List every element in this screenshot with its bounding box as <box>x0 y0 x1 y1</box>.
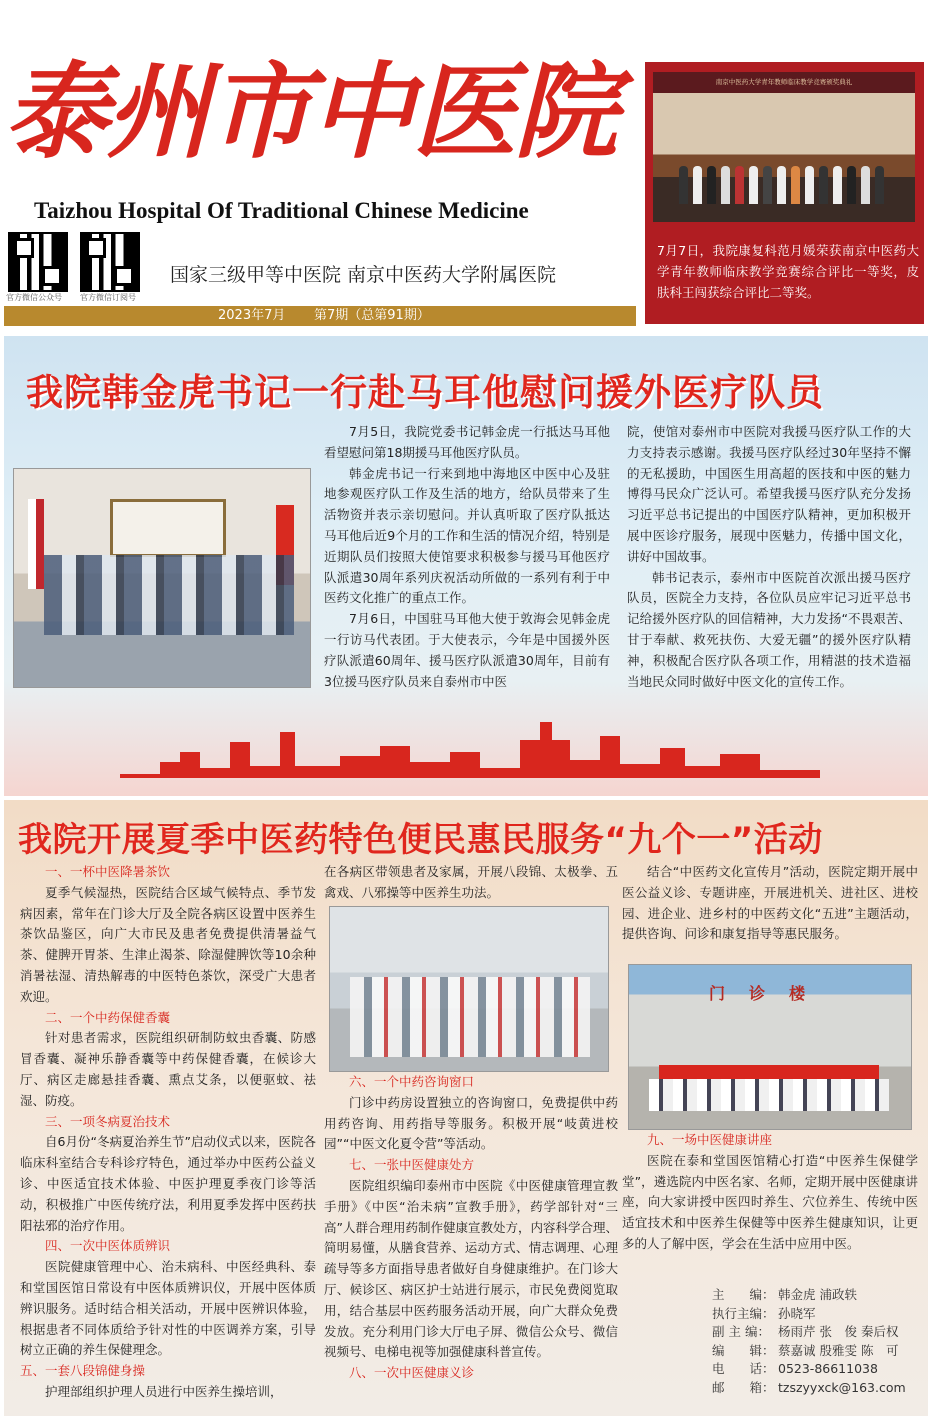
qr-caption: 官方微信订阅号 <box>80 293 136 302</box>
paragraph: 针对患者需求，医院组织研制防蚊虫香囊、防感冒香囊、凝神乐静香囊等中药保健香囊，在候诊大厅、病区走廊悬挂香囊、熏点艾条，以便驱蚊、祛湿、防疫。 <box>20 1030 316 1108</box>
section2-column2-top <box>324 862 618 904</box>
paragraph: 护理部组织护理人员进行中医养生操培训， <box>45 1383 283 1399</box>
paragraph: 韩金虎书记一行来到地中海地区中医中心及驻地参观医疗队工作及生活的地方，给队员带来了生活物资并表示亲切慰问。并认真听取了医疗队抵达马耳他后近9个月的工作和生活的情况介绍，特别是近期队员们按照大使馆要求积极参与援马耳他医疗队派遣30周年系列庆祝活动所做的一系列有利于中医药文化推广的重点工作。 <box>324 465 610 606</box>
section2-column3-top <box>622 862 918 945</box>
subheading: 八、一次中医健康义诊 <box>349 1365 475 1381</box>
paragraph: 医院在泰和堂国医馆精心打造“中医养生保健学堂”，遴选院内中医名家、名师，定期开展中医健康讲座，向大家讲授中医四时养生、穴位养生、传统中医适宜技术和中医养生保健等中医养生健康知识，让更多的人了解中医，学会在生活中应用中医。 <box>622 1152 918 1251</box>
editorial-row: 邮 箱： tzszyyxck@163.com <box>712 1379 920 1398</box>
paragraph: 在各病区带领患者及家属，开展八段锦、太极拳、五禽戏、八邪操等中医养生功法。 <box>324 864 618 900</box>
award-caption: 7月7日，我院康复科范月媛荣获南京中医药大学青年教师临床教学竞赛综合评比一等奖，皮肤科王闯获综合评比二等奖。 <box>657 243 919 300</box>
editorial-row: 编 辑： 蔡嘉诚 殷雅雯 陈 可 <box>712 1342 899 1358</box>
paragraph: 夏季气候湿热，医院结合区域气候特点、季节发病因素，常年在门诊大厅及全院各病区设置中医养生茶饮品鉴区，向广大市民及患者免费提供清暑益气茶、健脾开胃茶、生津止渴茶、除湿健脾饮等10余种消暑祛湿、清热解毒的中医特色茶饮，深受广大患者欢迎。 <box>20 884 316 1004</box>
section2-column3-bottom <box>622 1130 918 1255</box>
section2-column1 <box>20 862 316 1403</box>
email-link[interactable]: tzszyyxck@163.com <box>778 1379 906 1395</box>
editorial-row: 电 话： 0523-86611038 <box>712 1361 878 1377</box>
award-ceremony-photo <box>653 72 915 222</box>
paragraph: 门诊中药房设置独立的咨询窗口，免费提供中药用药咨询、用药指导等服务。积极开展“岐黄进校园”“中医文化夏令营”等活动。 <box>324 1094 618 1152</box>
paragraph: 结合“中医药文化宣传月”活动，医院定期开展中医公益义诊、专题讲座，开展进机关、进社区、进校园、进企业、进乡村的中医药文化“五进”主题活动，提供咨询、问诊和康复指导等惠民服务。 <box>622 864 918 942</box>
paragraph: 自6月份“冬病夏治养生节”启动仪式以来，医院各临床科室结合专科诊疗特色，通过举办中医药公益义诊、中医适宜技术体验、中医护理夏季夜门诊等活动，积极推广中医传统疗法，利用夏季发挥中医药扶阳祛邪的治疗作用。 <box>20 1134 316 1233</box>
editorial-row: 执行主编： 孙晓军 <box>712 1305 816 1321</box>
paragraph: 医院健康管理中心、治未病科、中医经典科、泰和堂国医馆日常设有中医体质辨识仪，开展中医体质辨识服务。适时结合相关活动，开展中医辨识体验，根据患者不同体质给予针对性的中医调养方案，引导树立正确的养生保健理念。 <box>20 1259 316 1358</box>
paragraph: 7月6日，中国驻马耳他大使于敦海会见韩金虎一行访马代表团。于大使表示，今年是中国援外医疗队派遣60周年、援马医疗队派遣30周年，目前有3位援马医疗队员来自泰州市中医 <box>324 611 610 689</box>
subheading: 五、一套八段锦健身操 <box>20 1363 146 1379</box>
subheading: 三、一项冬病夏治技术 <box>45 1113 171 1129</box>
wechat-subscription-qr-icon[interactable] <box>80 232 140 292</box>
qr-caption: 官方微信公众号 <box>6 293 62 302</box>
hospital-levels: 国家三级甲等中医院 南京中医药大学附属医院 <box>170 264 557 286</box>
issue-bar <box>4 306 636 326</box>
paragraph: 医院组织编印泰州市中医院《中医健康管理宣教手册》《中医“治未病”宣教手册》，药学部针对“三高”人群合理用药制作健康宣教处方，内容科学合理、简明易懂，从膳食营养、运动方式、情志调理、心理疏导等多方面指导患者做好自身健康维护。在门诊大厅、候诊区、病区护士站进行展示，市民免费阅览取用，结合基层中医药服务活动开展，向广大群众免费发放。充分利用门诊大厅电子屏、微信公众号、微信视频号、电梯电视等加强健康科普宣传。 <box>324 1177 618 1360</box>
subheading: 六、一个中药咨询窗口 <box>349 1074 475 1089</box>
editorial-row: 主 编： 韩金虎 浦政轶 <box>712 1287 857 1302</box>
wechat-account-qr-icon[interactable] <box>8 232 68 292</box>
subheading: 二、一个中药保健香囊 <box>45 1009 171 1025</box>
red-banner-icon <box>659 1065 879 1079</box>
paragraph: 7月5日，我院党委书记韩金虎一行抵达马耳他看望慰问第18期援马耳他医疗队员。 <box>324 424 610 460</box>
editorial-row: 副 主 编： 杨雨芹 张 俊 秦后权 <box>712 1324 899 1340</box>
issue-number: 第7期（总第91期） <box>314 308 430 323</box>
baduanjin-exercise-photo <box>329 906 609 1072</box>
paragraph: 院，使馆对泰州市中医院对我援马医疗队工作的大力支持表示感谢。我援马医疗队经过30年坚持不懈的无私援助，中国医生用高超的医技和中医的魅力博得马民众广泛认可。希望我援马医疗队充分发扬习近平总书记提出的中国医疗队精神，更加积极开展中医诊疗服务，展现中医魅力，传播中国文化，讲好中国故事。 <box>627 424 911 564</box>
editorial-info <box>712 1286 920 1398</box>
section2-column2-bottom <box>324 1072 618 1384</box>
section2-headline: 我院开展夏季中医药特色便民惠民服务“九个一”活动 <box>18 820 823 860</box>
newspaper-title: 泰州市中医院 <box>4 50 617 173</box>
subheading: 四、一次中医体质辨识 <box>45 1238 171 1254</box>
subheading: 九、一场中医健康讲座 <box>647 1132 773 1147</box>
issue-date: 2023年7月 <box>218 308 286 323</box>
landscape-painting-icon <box>110 499 226 557</box>
building-sign: 门诊楼 <box>708 984 829 1003</box>
section1-headline: 我院韩金虎书记一行赴马耳他慰问援外医疗队员 <box>26 371 824 414</box>
city-skyline-icon <box>120 712 820 778</box>
section1-column1 <box>324 422 610 692</box>
malta-delegation-photo <box>13 468 311 688</box>
outpatient-building-photo <box>628 964 912 1130</box>
award-news-box <box>645 62 924 324</box>
malta-flag-icon <box>28 499 44 589</box>
section1-column2 <box>627 422 911 692</box>
paragraph: 韩书记表示，泰州市中医院首次派出援马医疗队员，医院全力支持，各位队员应牢记习近平总书记给援外医疗队的回信精神，大力发扬“不畏艰苦、甘于奉献、救死扶伤、大爱无疆”的援外医疗队精神，积极配合医疗队各项工作，用精湛的技术造福当地民众同时做好中医文化的宣传工作。 <box>627 569 911 689</box>
award-banner: 南京中医药大学青年教师临床教学竞赛颁奖典礼 <box>715 78 853 86</box>
subheading: 七、一张中医健康处方 <box>349 1157 475 1173</box>
newspaper-title-english: Taizhou Hospital Of Traditional Chinese Medicine <box>34 198 529 223</box>
subheading: 一、一杯中医降暑茶饮 <box>45 864 171 879</box>
